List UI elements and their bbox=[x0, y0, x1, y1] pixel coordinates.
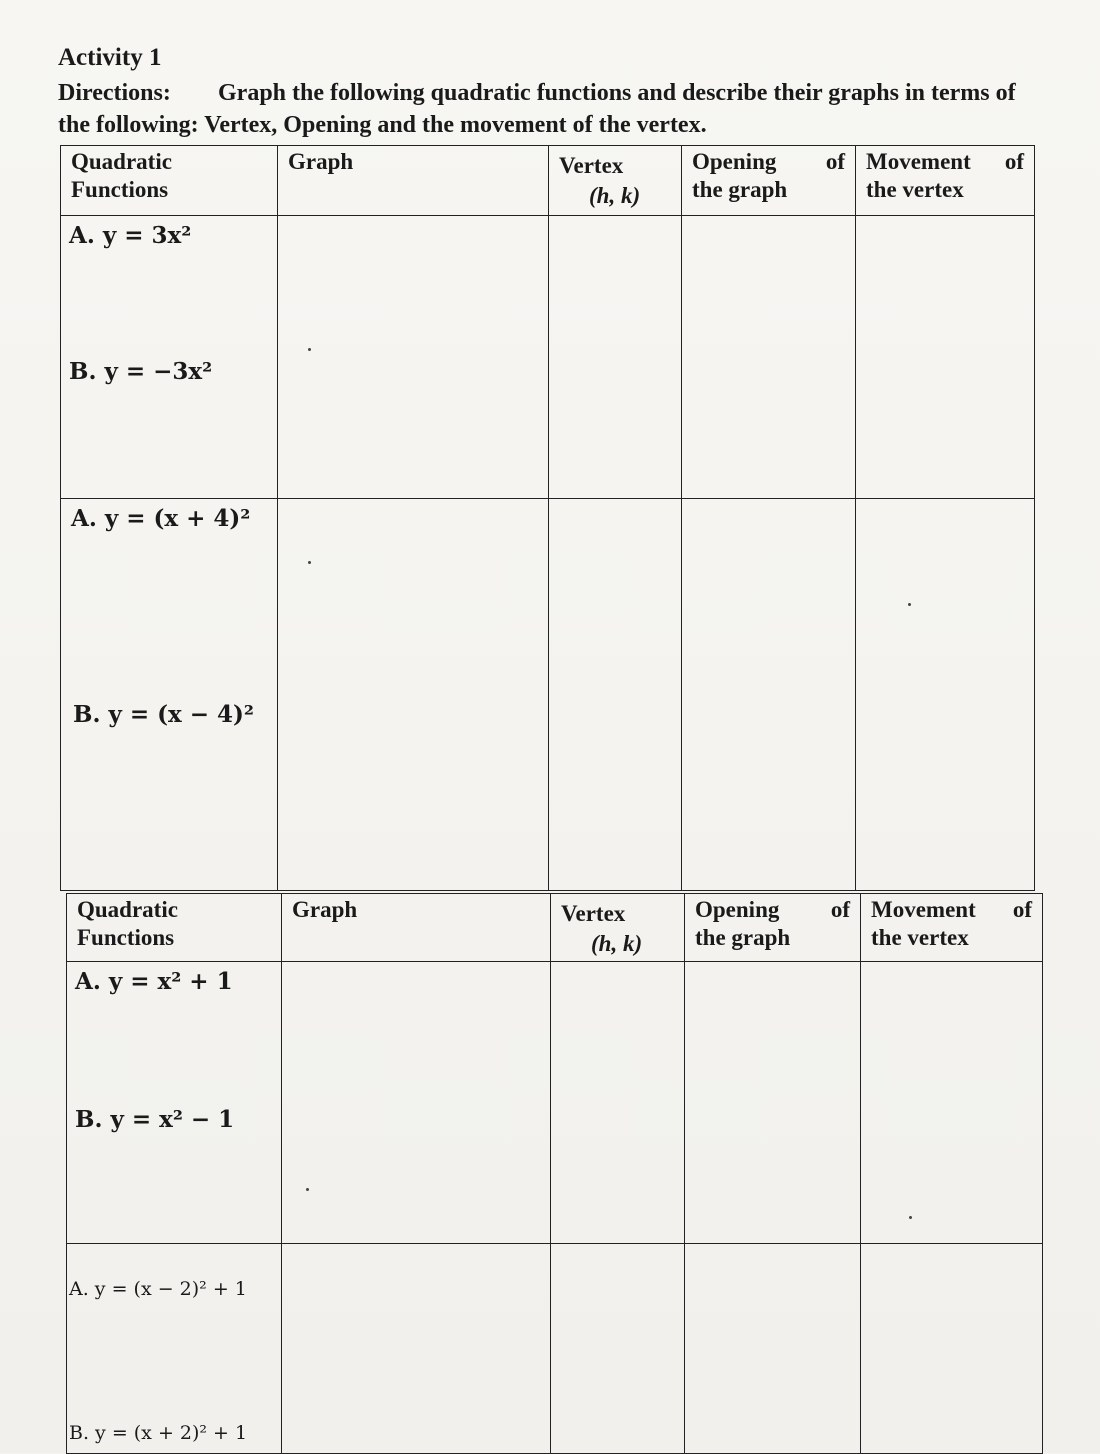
function-b: B. y = −3x² bbox=[69, 358, 213, 385]
table-header-row bbox=[67, 894, 1043, 962]
opening-cell[interactable] bbox=[682, 499, 856, 891]
graph-cell[interactable] bbox=[282, 962, 551, 1244]
activity-title: Activity 1 bbox=[58, 44, 162, 71]
directions-line-1 bbox=[58, 80, 1016, 107]
header-functions: Quadratic Functions bbox=[67, 894, 282, 962]
table-header-row bbox=[61, 146, 1035, 216]
movement-cell[interactable] bbox=[856, 216, 1035, 499]
header-movement: Movement of the vertex bbox=[856, 146, 1035, 216]
opening-cell[interactable] bbox=[685, 962, 861, 1244]
table-row bbox=[61, 499, 1035, 891]
directions-line-2: the following: Vertex, Opening and the movement of the vertex. bbox=[58, 112, 707, 138]
activity-table-2 bbox=[66, 893, 1043, 1454]
header-movement: Movement of the vertex bbox=[861, 894, 1043, 962]
header-graph: Graph bbox=[282, 894, 551, 962]
directions-text-1: Graph the following quadratic functions and describe their graphs in terms of bbox=[218, 80, 1016, 106]
header-vertex: Vertex (h, k) bbox=[551, 894, 685, 962]
table-row bbox=[61, 216, 1035, 499]
header-graph: Graph bbox=[278, 146, 549, 216]
directions-label: Directions: bbox=[58, 80, 171, 106]
opening-cell[interactable] bbox=[682, 216, 856, 499]
graph-cell[interactable] bbox=[282, 1244, 551, 1454]
vertex-cell[interactable] bbox=[549, 499, 682, 891]
activity-table-1 bbox=[60, 145, 1035, 891]
movement-cell[interactable] bbox=[861, 962, 1043, 1244]
vertex-cell[interactable] bbox=[551, 1244, 685, 1454]
header-functions: Quadratic Functions bbox=[61, 146, 278, 216]
function-b: B. y = (x − 4)² bbox=[73, 701, 254, 728]
function-a: A. y = (x − 2)² + 1 bbox=[69, 1278, 247, 1300]
graph-cell[interactable] bbox=[278, 499, 549, 891]
table-row bbox=[67, 962, 1043, 1244]
function-cell bbox=[67, 962, 282, 1244]
header-vertex: Vertex (h, k) bbox=[549, 146, 682, 216]
function-b: B. y = (x + 2)² + 1 bbox=[69, 1422, 248, 1444]
vertex-cell[interactable] bbox=[549, 216, 682, 499]
graph-cell[interactable] bbox=[278, 216, 549, 499]
header-opening: Opening of the graph bbox=[682, 146, 856, 216]
header-opening: Opening of the graph bbox=[685, 894, 861, 962]
movement-cell[interactable] bbox=[856, 499, 1035, 891]
function-cell bbox=[61, 216, 278, 499]
function-a: A. y = x² + 1 bbox=[75, 968, 233, 995]
function-a: A. y = 3x² bbox=[69, 222, 192, 249]
movement-cell[interactable] bbox=[861, 1244, 1043, 1454]
function-cell bbox=[67, 1244, 282, 1454]
vertex-cell[interactable] bbox=[551, 962, 685, 1244]
function-b: B. y = x² − 1 bbox=[75, 1106, 235, 1133]
opening-cell[interactable] bbox=[685, 1244, 861, 1454]
function-a: A. y = (x + 4)² bbox=[71, 505, 251, 532]
function-cell bbox=[61, 499, 278, 891]
table-row bbox=[67, 1244, 1043, 1454]
